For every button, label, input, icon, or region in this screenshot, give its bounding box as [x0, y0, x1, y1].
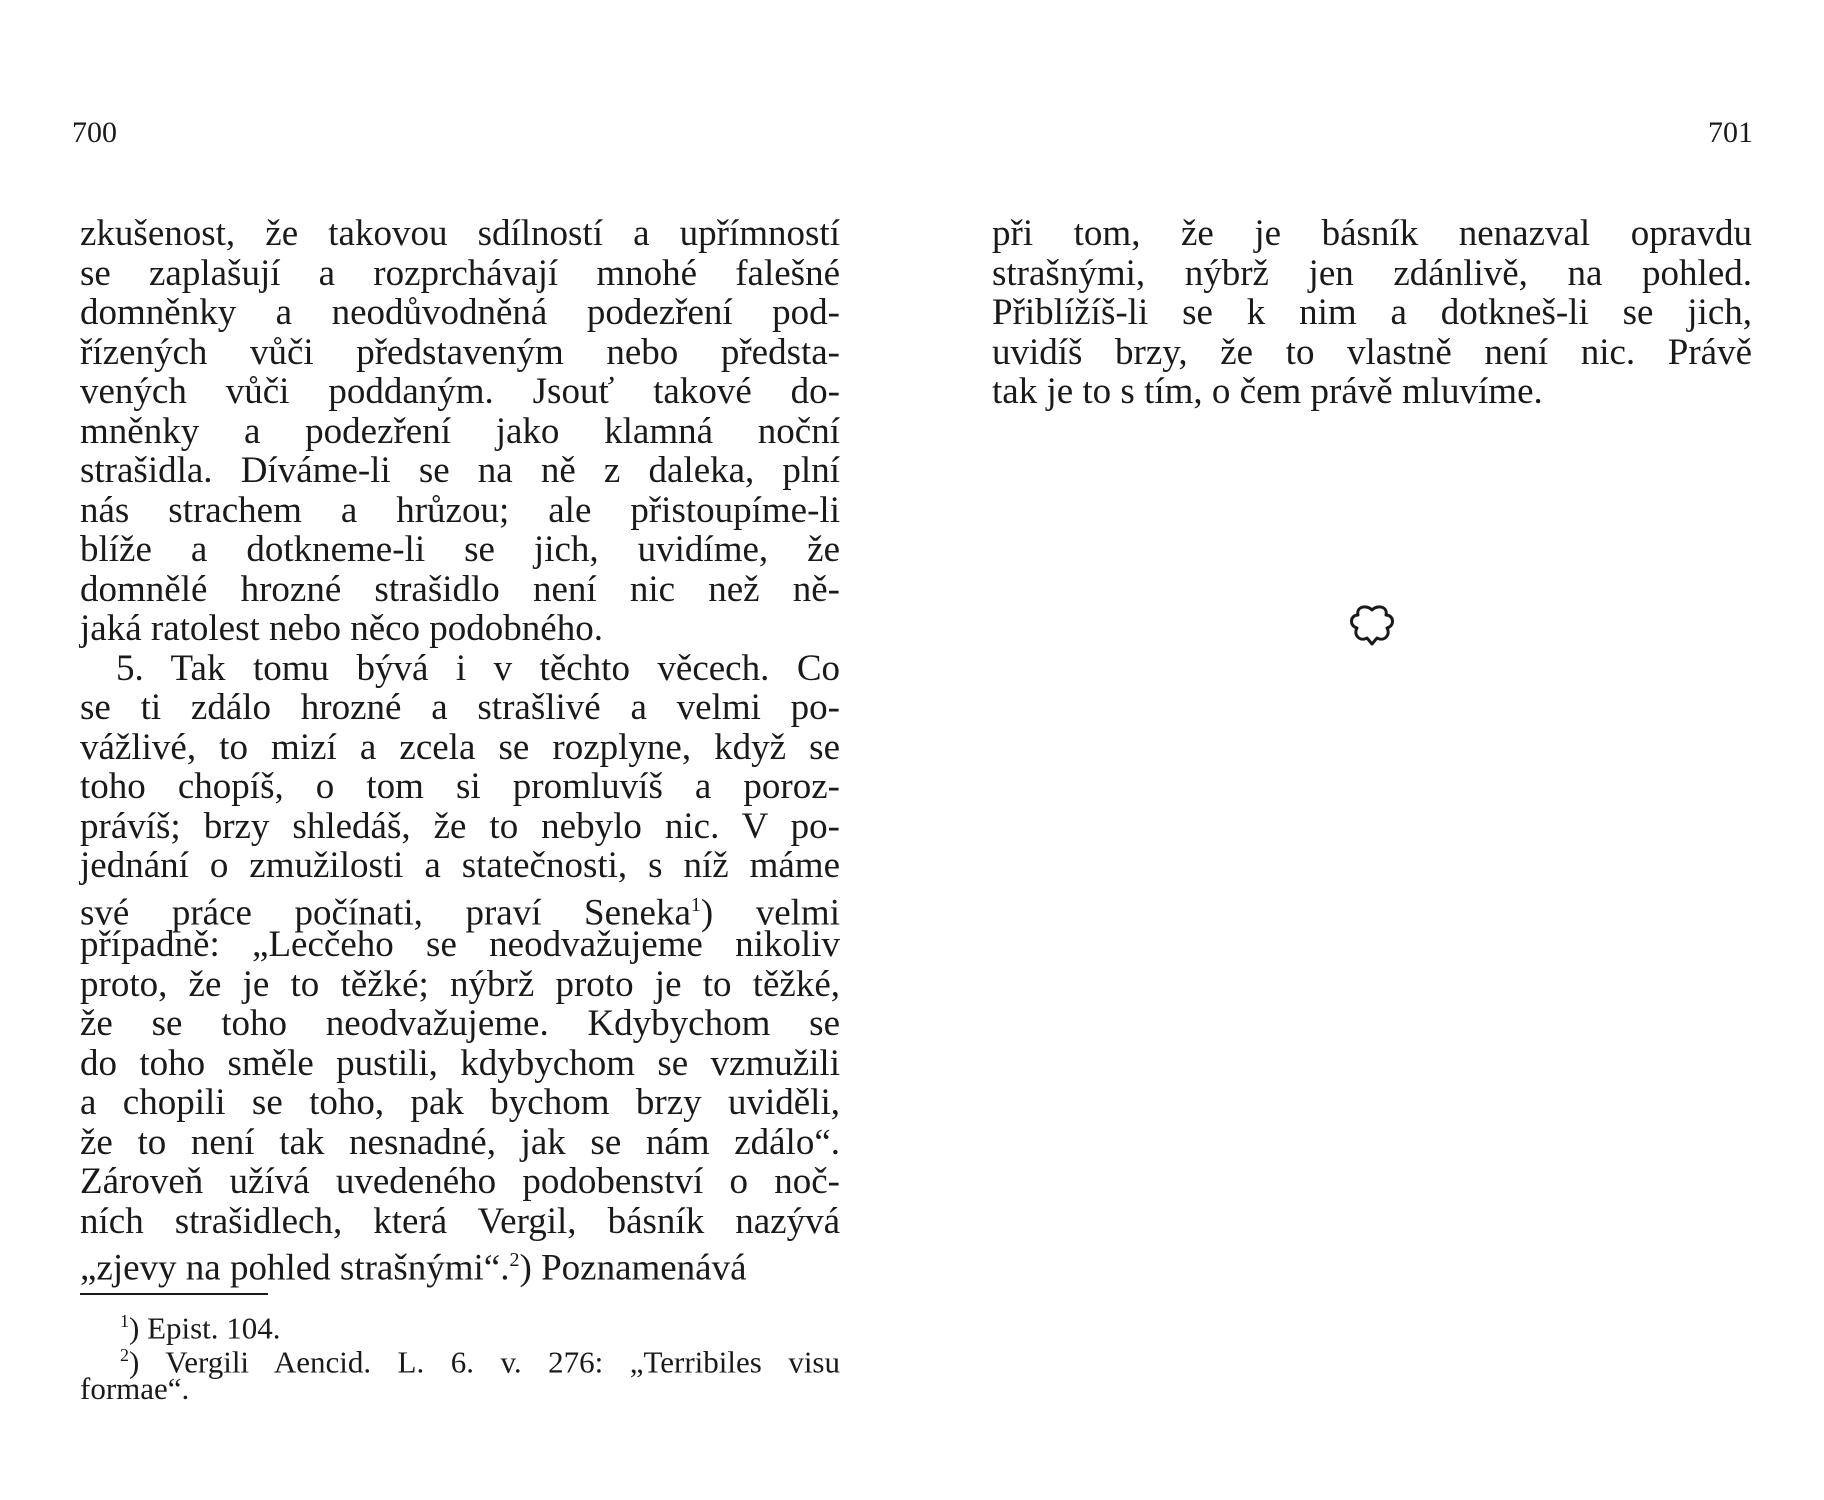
text-line: domněnky a neodůvodněná podezření pod-: [80, 292, 840, 333]
footnote-mark: 1: [120, 1311, 129, 1331]
text-line: případně: „Lecčeho se neodvažujeme nikoliv: [80, 924, 840, 965]
footnote-divider: [80, 1293, 268, 1295]
footnote-2-continuation: formae“.: [80, 1371, 190, 1406]
footnote-text: ) Epist. 104.: [129, 1310, 281, 1346]
text-line: domnělé hrozné strašidlo není nic než ně-: [80, 568, 840, 610]
text-line: že to není tak nesnadné, jak se nám zdálo“.: [80, 1121, 840, 1163]
text-line: Přiblížíš-li se k nim a dotkneš-li se jich,: [992, 292, 1752, 333]
text-line: a chopili se toho, pak bychom brzy uviděli,: [80, 1082, 840, 1123]
text-line: blíže a dotkneme-li se jich, uvidíme, že: [80, 529, 840, 570]
text-line: řízených vůči představeným nebo předsta-: [80, 331, 840, 373]
text-line: že se toho neodvažujeme. Kdybychom se: [80, 1003, 840, 1044]
text-line: uvidíš brzy, že to vlastně není nic. Právě: [992, 331, 1752, 373]
footnote-1: [80, 1304, 840, 1346]
paragraph-start-line: 5. Tak tomu bývá i v těchto věcech. Co: [116, 647, 840, 689]
text-line: vážlivé, to mizí a zcela se rozplyne, když se: [80, 726, 840, 768]
text-segment: ): [519, 1247, 532, 1289]
text-line: při tom, že je básník nenazval opravdu: [992, 213, 1752, 254]
text-line: zkušenost, že takovou sdílností a upřímností: [80, 213, 840, 254]
text-line: jednání o zmužilosti a statečnosti, s níž máme: [80, 845, 840, 886]
text-line: nás strachem a hrůzou; ale přistoupíme-li: [80, 489, 840, 531]
text-line: vených vůči poddaným. Jsouť takové do-: [80, 371, 840, 412]
text-segment: své práce počínati, praví Seneka: [80, 891, 691, 933]
footnote-mark: 2: [120, 1345, 129, 1365]
text-segment: „zjevy na pohled strašnými“.: [80, 1247, 510, 1289]
text-segment: ) velmi: [700, 891, 840, 933]
text-line: proto, že je to těžké; nýbrž proto je to těžké,: [80, 963, 840, 1005]
left-text-column: [80, 213, 840, 1289]
text-line: do toho směle pustili, kdybychom se vzmužili: [80, 1042, 840, 1084]
footnote-2: [80, 1338, 840, 1380]
footnote-text: ) Vergili Aencid. L. 6. v. 276: „Terribiles visu: [129, 1344, 840, 1380]
right-text-column: [992, 214, 1752, 412]
footnotes-block: [80, 1304, 840, 1406]
text-segment: Poznamenává: [541, 1247, 747, 1289]
text-line: strašnými, nýbrž jen zdánlivě, na pohled.: [992, 252, 1752, 294]
page-number-left: 700: [72, 116, 117, 149]
text-line-with-footnote: [80, 1241, 840, 1289]
text-line: ních strašidlech, která Vergil, básník nazývá: [80, 1200, 840, 1242]
text-line: se zaplašují a rozprchávají mnohé falešné: [80, 252, 840, 294]
text-line: mněnky a podezření jako klamná noční: [80, 410, 840, 452]
footnote-reference: 1: [690, 893, 701, 916]
footnote-reference: 2: [509, 1249, 520, 1271]
text-line: Zároveň užívá uvedeného podobenství o noč-: [80, 1161, 840, 1202]
quatrefoil-ornament-icon: [1348, 604, 1396, 648]
text-line: se ti zdálo hrozné a strašlivé a velmi po-: [80, 687, 840, 728]
text-line: strašidla. Díváme-li se na ně z daleka, plní: [80, 450, 840, 491]
text-line: tak je to s tím, o čem právě mluvíme.: [992, 371, 1543, 412]
text-line: právíš; brzy shledáš, že to nebylo nic. V po-: [80, 805, 840, 847]
page-number-right: 701: [1708, 116, 1753, 149]
text-line: toho chopíš, o tom si promluvíš a poroz-: [80, 766, 840, 807]
text-line-with-footnote: [80, 886, 840, 933]
text-line: jaká ratolest nebo něco podobného.: [80, 608, 603, 649]
